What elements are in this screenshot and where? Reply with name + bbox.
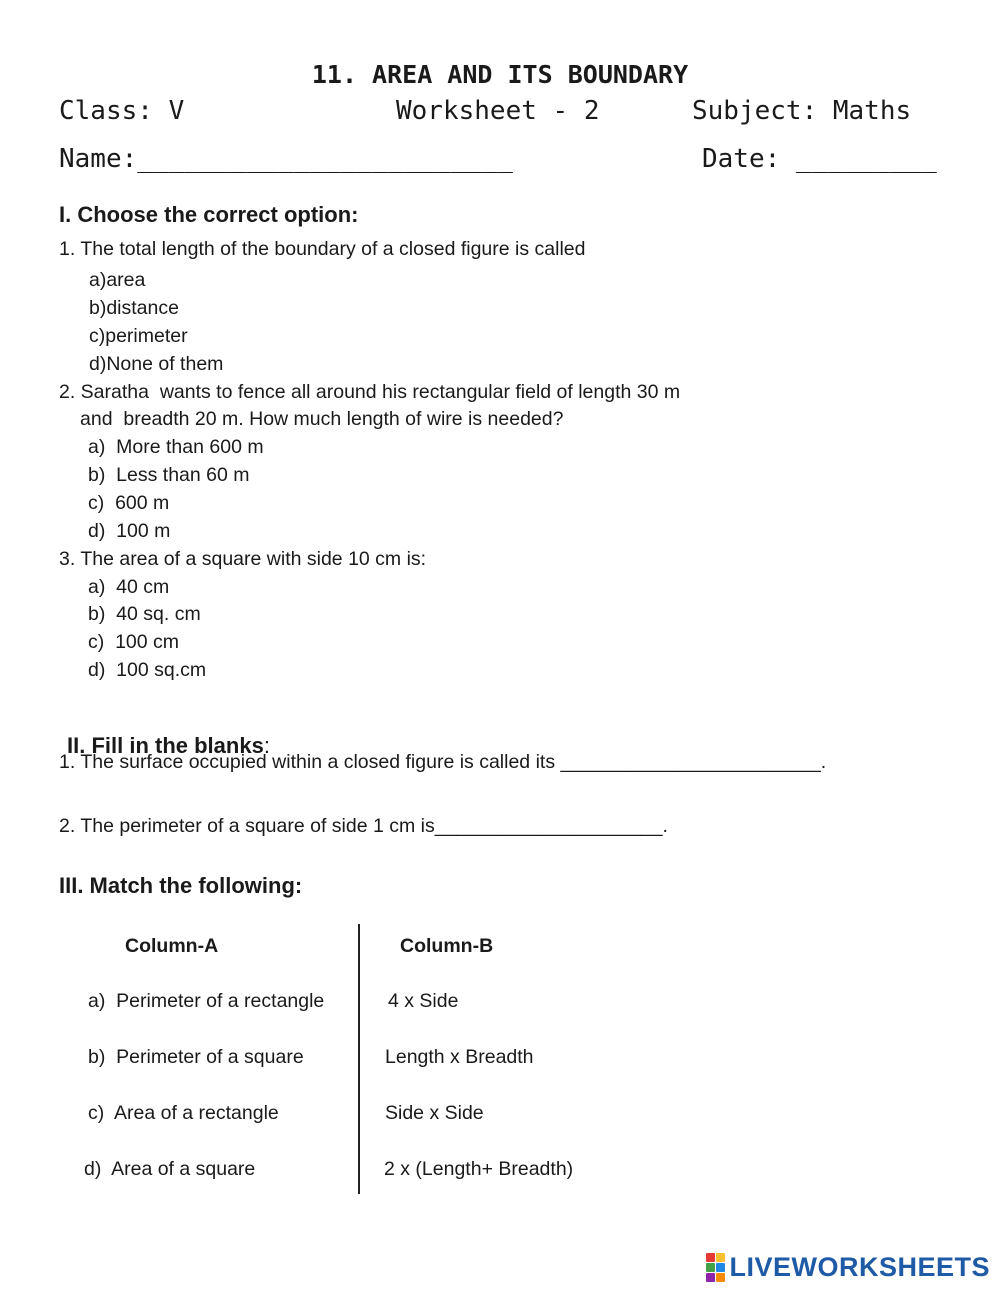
worksheet-label: Worksheet - 2 bbox=[396, 96, 600, 126]
liveworksheets-logo-icon bbox=[706, 1253, 725, 1282]
question-3: 3. The area of a square with side 10 cm is: bbox=[59, 548, 427, 570]
q1-option-d[interactable]: d)None of them bbox=[89, 353, 224, 375]
q3-option-a[interactable]: a) 40 cm bbox=[88, 576, 170, 598]
fill-blank-1[interactable]: 1. The surface occupied within a closed figure is called its ________________________. bbox=[59, 751, 827, 773]
column-b-header: Column-B bbox=[400, 935, 494, 957]
section1-heading: I. Choose the correct option: bbox=[59, 202, 359, 227]
question-2-line2: and breadth 20 m. How much length of wire is needed? bbox=[80, 408, 564, 430]
q3-option-d[interactable]: d) 100 sq.cm bbox=[88, 659, 207, 681]
q2-option-b[interactable]: b) Less than 60 m bbox=[88, 464, 250, 486]
subject-label: Subject: Maths bbox=[692, 96, 912, 126]
logo-block bbox=[706, 1253, 715, 1262]
q2-option-d[interactable]: d) 100 m bbox=[88, 520, 171, 542]
section2-heading-colon: : bbox=[263, 733, 270, 758]
name-field[interactable]: Name:________________________ bbox=[59, 144, 513, 174]
date-field[interactable]: Date: _________ bbox=[702, 144, 937, 174]
logo-block bbox=[716, 1253, 725, 1262]
column-b-item[interactable]: Length x Breadth bbox=[385, 1046, 534, 1068]
column-b-item[interactable]: 2 x (Length+ Breadth) bbox=[384, 1158, 574, 1180]
q2-option-a[interactable]: a) More than 600 m bbox=[88, 436, 264, 458]
column-a-item[interactable]: a) Perimeter of a rectangle bbox=[88, 990, 325, 1012]
worksheet-title: 11. AREA AND ITS BOUNDARY bbox=[311, 60, 689, 89]
logo-block bbox=[716, 1273, 725, 1282]
q1-option-a[interactable]: a)area bbox=[89, 269, 146, 291]
section3-heading: III. Match the following: bbox=[59, 873, 303, 898]
fill-blank-2[interactable]: 2. The perimeter of a square of side 1 cm is_____________________. bbox=[59, 815, 668, 837]
q1-option-c[interactable]: c)perimeter bbox=[89, 325, 188, 347]
column-a-item[interactable]: d) Area of a square bbox=[84, 1158, 256, 1180]
class-label: Class: V bbox=[59, 96, 185, 126]
q3-option-c[interactable]: c) 100 cm bbox=[88, 631, 180, 653]
question-1: 1. The total length of the boundary of a closed figure is called bbox=[59, 238, 586, 260]
q2-option-c[interactable]: c) 600 m bbox=[88, 492, 170, 514]
column-a-item[interactable]: c) Area of a rectangle bbox=[88, 1102, 279, 1124]
column-b-item[interactable]: Side x Side bbox=[385, 1102, 484, 1124]
logo-block bbox=[706, 1263, 715, 1272]
column-a-item[interactable]: b) Perimeter of a square bbox=[88, 1046, 304, 1068]
logo-block bbox=[706, 1273, 715, 1282]
section2-heading-text: II. Fill in the blanks bbox=[67, 733, 264, 758]
column-a-header: Column-A bbox=[125, 935, 219, 957]
liveworksheets-brand-text: LIVEWORKSHEETS bbox=[729, 1252, 990, 1282]
liveworksheets-brand bbox=[706, 1252, 990, 1283]
column-divider bbox=[358, 924, 360, 1194]
logo-block bbox=[716, 1263, 725, 1272]
q1-option-b[interactable]: b)distance bbox=[89, 297, 179, 319]
question-2-line1: 2. Saratha wants to fence all around his rectangular field of length 30 m bbox=[59, 381, 681, 403]
column-b-item[interactable]: 4 x Side bbox=[388, 990, 459, 1012]
q3-option-b[interactable]: b) 40 sq. cm bbox=[88, 603, 201, 625]
